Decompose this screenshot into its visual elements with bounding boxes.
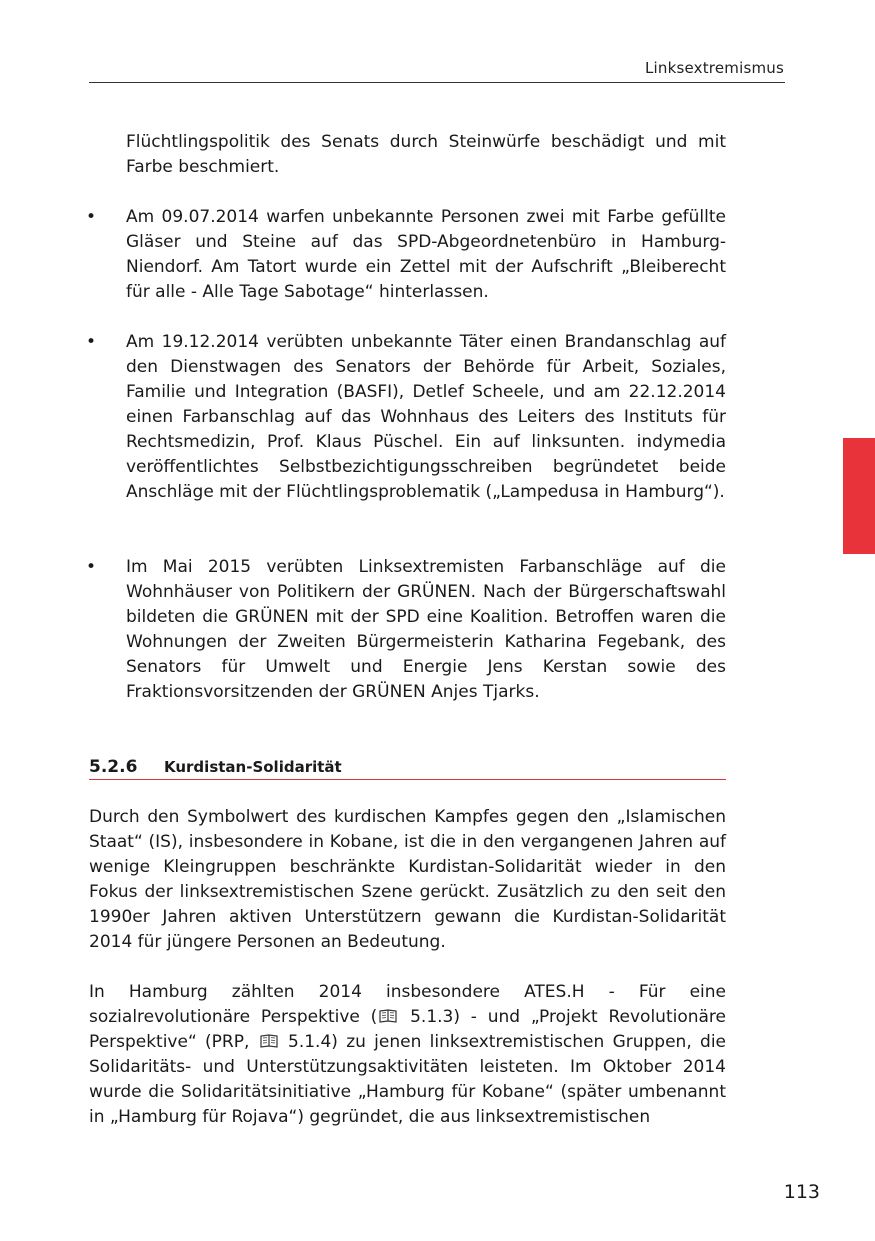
chapter-title: Linksextremismus <box>644 59 784 77</box>
cross-reference[interactable]: 5.1.4 <box>288 1032 332 1052</box>
book-reference-icon <box>379 1009 397 1023</box>
bullet-icon: • <box>86 557 97 577</box>
list-item: Am 09.07.2014 warfen unbekannte Personen zwei mit Farbe gefüllte Gläser und Steine auf das SPD-Abgeordnetenbüro in Hamburg-Niendorf. Am Tatort wurde ein Zettel mit der Aufschrift „Bleiberecht für alle - Alle Tage Sabotage“ hinterlassen. <box>126 207 726 302</box>
header-rule <box>89 82 785 83</box>
continued-paragraph: Flüchtlingspolitik des Senats durch Steinwürfe beschädigt und mit Farbe beschmiert. <box>126 132 726 177</box>
chapter-marker-tab <box>843 438 875 554</box>
bullet-icon: • <box>86 332 97 352</box>
section-number: 5.2.6 <box>89 757 138 777</box>
cross-reference[interactable]: 5.1.3 <box>410 1007 454 1027</box>
section-title: Kurdistan-Solidarität <box>164 758 342 776</box>
body-paragraph: In Hamburg zählten 2014 insbesondere ATES.H - Für eine sozialrevolutionäre Perspektive ( 5.1.3) - und „Projekt Revolutionäre Perspektive“ (PRP, 5.1.4) zu jenen linksextremistischen Gruppen, die Solidaritäts- und Unterstützungsaktivitäten leisteten. Im Oktober 2014 wurde die Solidaritätsinitiative „Hamburg für Kobane“ (später umbenannt in „Hamburg für Rojava“) gegründet, die aus linksextremistischen <box>89 982 727 1127</box>
bullet-icon: • <box>86 207 97 227</box>
list-item: Am 19.12.2014 verübten unbekannte Täter einen Brandanschlag auf den Dienstwagen des Senators der Behörde für Arbeit, Soziales, Familie und Integration (BASFI), Detlef Scheele, und am 22.12.2014 einen Farbanschlag auf das Wohnhaus des Leiters des Instituts für Rechtsmedizin, Prof. Klaus Püschel. Ein auf linksunten. indymedia veröffentlichtes Selbstbezichtigungsschreiben begründetet beide Anschläge mit der Flüchtlingsproblematik („Lampedusa in Hamburg“). <box>126 332 726 502</box>
body-paragraph: Durch den Symbolwert des kurdischen Kampfes gegen den „Islamischen Staat“ (IS), insbesondere in Kobane, ist die in den vergangenen Jahren auf wenige Kleingruppen beschränkte Kurdistan-Solidarität wieder in den Fokus der linksextremistischen Szene gerückt. Zusätzlich zu den seit den 1990er Jahren aktiven Unterstützern gewann die Kurdistan-Solidarität 2014 für jüngere Personen an Bedeutung. <box>89 807 726 952</box>
section-heading <box>89 757 726 780</box>
list-item: Im Mai 2015 verübten Linksextremisten Farbanschläge auf die Wohnhäuser von Politikern der GRÜNEN. Nach der Bürgerschaftswahl bildeten die GRÜNEN mit der SPD eine Koalition. Betroffen waren die Wohnungen der Zweiten Bürgermeisterin Katharina Fegebank, des Senators für Umwelt und Energie Jens Kerstan sowie des Fraktionsvorsitzenden der GRÜNEN Anjes Tjarks. <box>126 557 726 702</box>
page-number: 113 <box>783 1181 820 1203</box>
book-reference-icon <box>260 1034 278 1048</box>
